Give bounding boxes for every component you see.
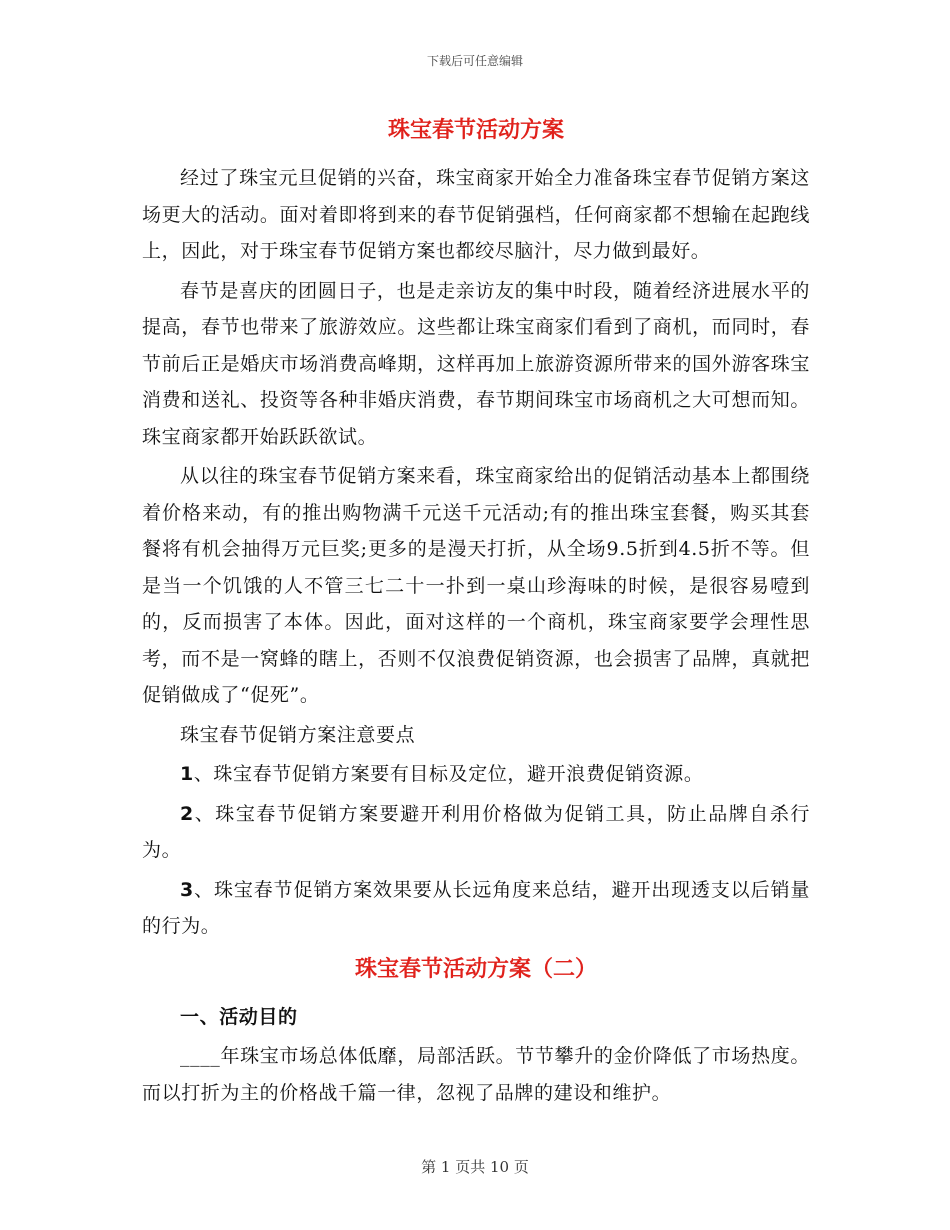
paragraph: 从以往的珠宝春节促销方案来看，珠宝商家给出的促销活动基本上都围绕着价格来动，有的推出购物满千元送千元活动;有的推出珠宝套餐，购买其套餐将有机会抽得万元巨奖;更多的是漫天打折，从全场9.5折到4.5折不等。但是当一个饥饿的人不管三七二十一扑到一桌山珍海味的时候，是很容易噎到的，反而损害了本体。因此，面对这样的一个商机，珠宝商家要学会理性思考，而不是一窝蜂的瞎上，否则不仅浪费促销资源，也会损害了品牌，真就把促销做成了“促死”。 [142,465,810,706]
list-item [142,756,810,793]
document-body [142,112,810,1114]
list-item [142,872,810,945]
document-title: 珠宝春节活动方案 [387,117,564,143]
paragraph: 春节是喜庆的团圆日子，也是走亲访友的集中时段，随着经济进展水平的提高，春节也带来了旅游效应。这些都让珠宝商家们看到了商机，而同时，春节前后正是婚庆市场消费高峰期，这样再加上旅游资源所带来的国外游客珠宝消费和送礼、投资等各种非婚庆消费，春节期间珠宝市场商机之大可想而知。珠宝商家都开始跃跃欲试。 [142,279,810,448]
section-heading: 一、活动目的 [180,1005,298,1028]
section-title: 珠宝春节活动方案（二） [354,955,597,982]
paragraph: 经过了珠宝元旦促销的兴奋，珠宝商家开始全力准备珠宝春节促销方案这场更大的活动。面对着即将到来的春节促销强档，任何商家都不想输在起跑线上，因此，对于珠宝春节促销方案也都绞尽脑汁，尽力做到最好。 [142,167,810,262]
list-item-number: 1 [180,763,194,785]
list-item-text: 、珠宝春节促销方案效果要从长远角度来总结，避开出现透支以后销量的行为。 [142,878,810,937]
list-item-number: 3 [180,878,194,901]
list-item-text: 、珠宝春节促销方案要避开利用价格做为促销工具，防止品牌自杀行为。 [142,802,810,861]
points-heading: 珠宝春节促销方案注意要点 [180,723,416,746]
page-header: 下载后可任意编辑 [426,54,523,68]
list-item-number: 2 [180,802,194,825]
list-item [142,796,810,869]
list-item-text: 、珠宝春节促销方案要有目标及定位，避开浪费促销资源。 [193,763,704,785]
paragraph: ____年珠宝市场总体低靡，局部活跃。节节攀升的金价降低了市场热度。而以打折为主的价格战千篇一律，忽视了品牌的建设和维护。 [142,1045,810,1104]
page-footer: 第 1 页共 10 页 [421,1158,529,1176]
